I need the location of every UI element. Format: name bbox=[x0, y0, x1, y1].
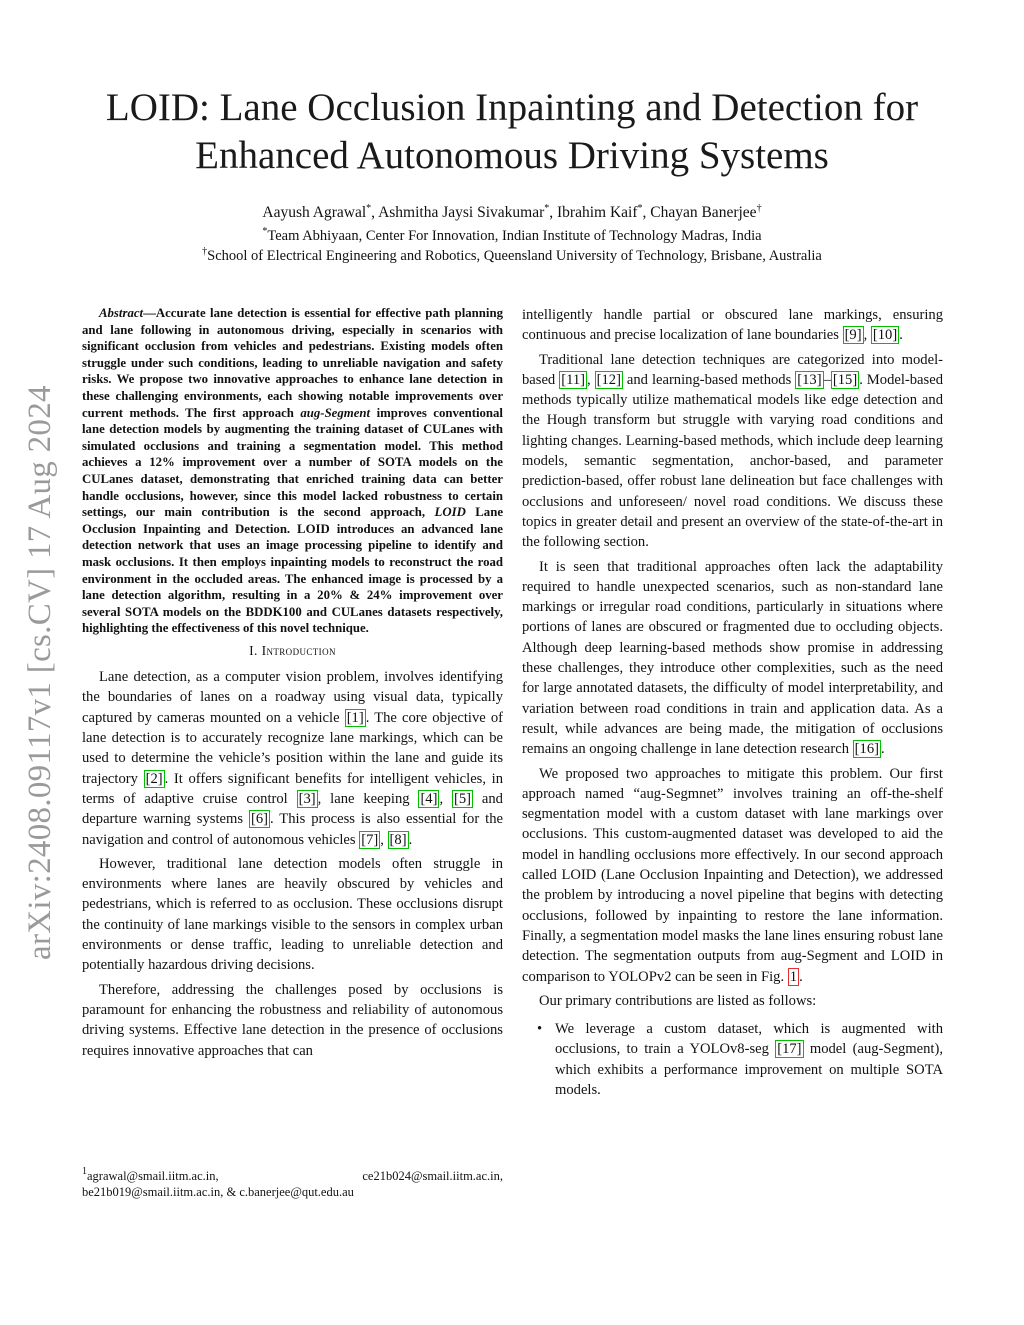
affiliation-mark: * bbox=[637, 203, 643, 214]
text: . This process is also essential for the navigation and control of autonomous vehicles bbox=[82, 811, 503, 848]
text: model (aug-Segment), which exhibits a performance improvement on multiple SOTA models. bbox=[555, 1041, 943, 1098]
text: Lane detection, as a computer vision problem, involves identifying the boundaries of lanes on a roadway using visual data, typically captured by cameras mounted on a vehicle bbox=[82, 669, 503, 726]
author-name: Aayush Agrawal bbox=[262, 204, 367, 221]
abstract-text: Lane Occlusion Inpainting and Detection. LOID introduces an advanced lane detection network that uses an image processing pipeline to identify and mask occlusions. It then employs inpainting models to reconstruct the road environment in the occluded areas. The enhanced image is processed by a lane detection algorithm, resulting in a 20% & 24% improvement over several SOTA models on the BDDK100 and CULanes datasets respectively, highlighting the effectiveness of this novel technique. bbox=[82, 505, 504, 636]
text: It is seen that traditional approaches often lack the adaptability required to handle unexpected scenarios, such as non-standard lane markings or irregular road conditions, particularly in situations where portions of lanes are obscured or fragmented due to occluding objects. Although deep learning-based methods show promise in addressing these challenges, they introduce other complexities, such as the need for large annotated datasets, the difficulty of model interpretability, and variation between road conditions in train and application data. As a result, while advances are being made, the mitigation of occlusions remains an ongoing challenge in lane detection research bbox=[522, 558, 943, 758]
abstract-label: Abstract bbox=[99, 306, 144, 320]
citation-link[interactable]: [10] bbox=[872, 327, 898, 344]
citation-link[interactable]: [13] bbox=[797, 371, 822, 388]
text: . bbox=[899, 327, 903, 344]
affiliation-mark: * bbox=[262, 226, 268, 237]
author-name: Ibrahim Kaif bbox=[557, 204, 638, 221]
affiliation-text: Team Abhiyaan, Center For Innovation, Indian Institute of Technology Madras, India bbox=[267, 228, 762, 244]
text: Traditional lane detection techniques are categorized into model-based bbox=[522, 351, 943, 388]
author-name: Chayan Banerjee bbox=[650, 204, 757, 221]
affiliation-mark: † bbox=[202, 246, 208, 257]
paragraph bbox=[522, 305, 943, 346]
text: intelligently handle partial or obscured lane markings, ensuring continuous and precise localization of lane boundaries bbox=[522, 307, 943, 344]
contribution-list bbox=[522, 1019, 943, 1100]
citation-link[interactable]: [2] bbox=[145, 770, 163, 787]
text: , bbox=[586, 371, 595, 388]
list-item bbox=[537, 1019, 943, 1100]
footnote-line bbox=[82, 1168, 503, 1184]
title-line-2: Enhanced Autonomous Driving Systems bbox=[195, 134, 829, 177]
text: and departure warning systems bbox=[82, 790, 503, 828]
text: . bbox=[880, 741, 885, 758]
abstract-text: Accurate lane detection is essential for effective path planning and lane following in autonomous driving, especially in scenarios with significant occlusion from vehicles and pedestrians. Existing models often struggle under such conditions, leading to unreliable navigation and safety risks. We propose two innovative approaches to enhance lane detection in these challenging environments, each showing notable improvements over current methods. The first approach bbox=[82, 306, 503, 420]
paragraph: However, traditional lane detection models often struggle in environments where lanes are heavily obscured by vehicles and pedestrians, which is referred to as occlusion. These occlusions disrupt the continuity of lane markings visible to the sensors in complex urban environments or dense traffic, leading to unreliable detection and potentially hazardous driving decisions. bbox=[82, 855, 503, 974]
paragraph: Therefore, addressing the challenges posed by occlusions is paramount for enhancing the robustness and reliability of autonomous driving systems. Effective lane detection in the presence of occlusions requires innovative approaches that can bbox=[82, 981, 503, 1059]
text: , bbox=[380, 831, 388, 848]
text: We proposed two approaches to mitigate this problem. Our first approach named “aug-Segmnet” involves training an off-the-shelf segmentation model with a custom dataset with lane markings over occlusions. This custom-augmented dataset was developed to aid the model in handling occlusions more effectively. In our second approach called LOID (Lane Occlusion Inpainting and Detection), we addressed the problem by introducing a novel pipeline that begins with detecting occlusions, followed by inpainting to restore the lane information. Finally, a segmentation model masks the lane lines ensuring robust lane detection. The segmentation outputs from aug-Segment and LOID in comparison to YOLOPv2 can be seen in Fig. bbox=[522, 765, 943, 985]
section-number: I. bbox=[249, 642, 262, 658]
abstract-dash: — bbox=[143, 306, 156, 320]
citation-link[interactable]: [12] bbox=[596, 371, 621, 388]
citation-link[interactable]: [8] bbox=[389, 831, 407, 848]
paragraph bbox=[522, 350, 943, 553]
title-line-1: LOID: Lane Occlusion Inpainting and Detection for bbox=[105, 86, 919, 129]
citation-link[interactable]: [4] bbox=[420, 790, 438, 807]
text: . Model-based methods typically utilize mathematical models like edge detection and the Hough transform but struggle with varying road conditions and lighting changes. Learning-based methods, which include deep learning models, semantic segmentation, anchor-based, and parameter prediction-based, offer robust lane delineation but face challenges with occlusions and unforeseen/ novel road conditions. We discuss these topics in greater detail and present an overview of the state-of-the-art in the following section. bbox=[522, 371, 943, 551]
text: . The core objective of lane detection is to accurately recognize lane markings, which can be used to determine the vehicle’s position within the lane and guide its trajectory bbox=[82, 709, 503, 787]
section-heading bbox=[82, 641, 503, 661]
affiliation-mark: † bbox=[756, 203, 762, 214]
citation-link[interactable]: [17] bbox=[777, 1041, 802, 1058]
affiliation-text: School of Electrical Engineering and Robotics, Queensland University of Technology, Brisbane, Australia bbox=[207, 248, 822, 264]
paragraph bbox=[522, 557, 943, 760]
separator: , bbox=[642, 204, 651, 221]
citation-link[interactable]: [1] bbox=[346, 709, 364, 726]
arxiv-stamp: arXiv:2408.09117v1 [cs.CV] 17 Aug 2024 bbox=[22, 385, 58, 960]
text: , lane keeping bbox=[317, 790, 419, 807]
text: , bbox=[863, 327, 871, 344]
author-list bbox=[60, 203, 964, 223]
text: , bbox=[439, 790, 452, 807]
footnote-mark: 1 bbox=[82, 1166, 87, 1177]
text: – bbox=[823, 371, 831, 388]
affiliation-1 bbox=[60, 226, 964, 246]
text: and learning-based methods bbox=[622, 371, 796, 388]
paragraph bbox=[522, 764, 943, 987]
left-column bbox=[82, 305, 503, 1065]
author-name: Ashmitha Jaysi Sivakumar bbox=[378, 204, 545, 221]
section-name: Introduction bbox=[261, 642, 336, 658]
email: agrawal@smail.iitm.ac.in, bbox=[87, 1169, 219, 1183]
citation-link[interactable]: [7] bbox=[361, 831, 379, 848]
citation-link[interactable]: [9] bbox=[844, 327, 862, 344]
affiliation-mark: * bbox=[366, 203, 372, 214]
citation-link[interactable]: [11] bbox=[561, 371, 585, 388]
abstract-text: improves conventional lane detection models by augmenting the training dataset of CULanes with simulated occlusions and training a segmentation model. This method achieves a 12% improvement over a number of SOTA models on the CULanes dataset, demonstrating that enriched training data can better handle occlusions, however, since this model lacked robustness to certain settings, our main contribution is the second approach, bbox=[82, 405, 503, 520]
separator: , bbox=[371, 204, 379, 221]
paper-title bbox=[60, 84, 964, 180]
text: We leverage a custom dataset, which is augmented with occlusions, to train a YOLOv8-seg bbox=[555, 1021, 943, 1058]
citation-link[interactable]: [5] bbox=[454, 790, 472, 807]
paragraph bbox=[82, 667, 503, 850]
abstract-emphasis: aug-Segment bbox=[300, 405, 371, 420]
figure-link[interactable]: 1 bbox=[789, 968, 798, 985]
bullet-icon: • bbox=[537, 1021, 543, 1038]
text: . bbox=[408, 831, 413, 848]
separator: , bbox=[549, 204, 558, 221]
citation-link[interactable]: [16] bbox=[854, 741, 879, 758]
footnote bbox=[82, 1168, 503, 1200]
footnote-line: be21b019@smail.iitm.ac.in, & c.banerjee@qut.edu.au bbox=[82, 1185, 354, 1199]
citation-link[interactable]: [6] bbox=[250, 811, 268, 828]
email: ce21b024@smail.iitm.ac.in, bbox=[362, 1169, 503, 1183]
abstract-emphasis: LOID bbox=[434, 505, 466, 520]
paragraph: Our primary contributions are listed as follows: bbox=[539, 992, 817, 1009]
affiliation-mark: * bbox=[544, 203, 550, 214]
citation-link[interactable]: [15] bbox=[832, 371, 858, 388]
right-column bbox=[522, 305, 943, 1100]
text: . bbox=[799, 968, 803, 985]
abstract bbox=[82, 305, 503, 637]
text: . It offers significant benefits for intelligent vehicles, in terms of adaptive cruise control bbox=[82, 770, 504, 807]
affiliation-2 bbox=[60, 246, 964, 266]
citation-link[interactable]: [3] bbox=[298, 790, 316, 807]
